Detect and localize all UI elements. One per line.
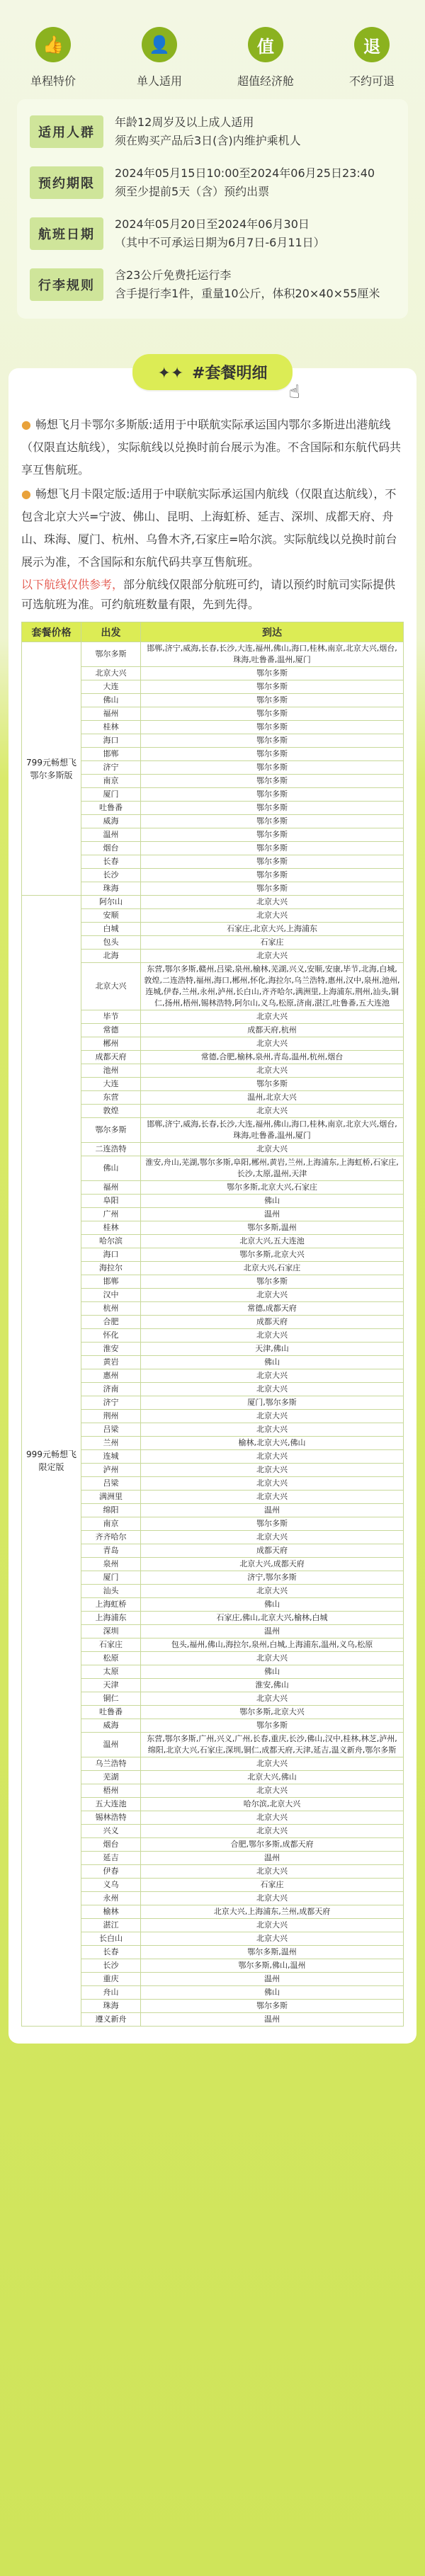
arrival-cell: 石家庄,佛山,北京大兴,榆林,白城 [141, 1612, 404, 1625]
arrival-cell: 成都天府,杭州 [141, 1024, 404, 1037]
detail-title [132, 354, 300, 403]
feature-economy [223, 27, 308, 89]
arrival-cell: 北京大兴 [141, 1450, 404, 1464]
departure-cell: 吕梁 [81, 1423, 141, 1437]
arrival-cell: 包头,福州,佛山,海拉尔,泉州,白城,上海浦东,温州,义乌,松原 [141, 1639, 404, 1652]
departure-cell: 成都天府 [81, 1051, 141, 1064]
departure-cell: 汕头 [81, 1585, 141, 1598]
arrival-cell: 鄂尔多斯 [141, 707, 404, 721]
departure-cell: 毕节 [81, 1010, 141, 1024]
note-ordos-text: 畅想飞月卡鄂尔多斯版:适用于中联航实际承运国内鄂尔多斯进出港航线（仅限直达航线），实际航线以兑换时前台展示为准。不含国际和东航代码共享互售航班。 [21, 418, 402, 477]
departure-cell: 永州 [81, 1892, 141, 1905]
arrival-cell: 北京大兴 [141, 896, 404, 909]
departure-cell: 锡林浩特 [81, 1811, 141, 1825]
departure-cell: 广州 [81, 1208, 141, 1221]
info-text [115, 266, 380, 303]
departure-cell: 长沙 [81, 1959, 141, 1973]
arrival-cell: 合肥,鄂尔多斯,成都天府 [141, 1838, 404, 1852]
arrival-cell: 邯郸,济宁,威海,长春,长沙,大连,福州,佛山,海口,桂林,南京,北京大兴,烟台,珠海,吐鲁番,温州,厦门 [141, 1118, 404, 1143]
info-row-flight-dates [30, 215, 395, 252]
arrival-cell: 成都天府 [141, 1316, 404, 1329]
departure-cell: 珠海 [81, 882, 141, 896]
info-tag: 行李规则 [30, 268, 103, 301]
departure-cell: 长沙 [81, 869, 141, 882]
arrival-cell: 淮安,佛山 [141, 1679, 404, 1692]
bullet-dot-icon: ● [21, 487, 31, 501]
arrival-cell: 北京大兴 [141, 1932, 404, 1946]
info-line: 须至少提前5天（含）预约出票 [115, 185, 270, 198]
departure-cell: 重庆 [81, 1973, 141, 1986]
departure-cell: 榆林 [81, 1905, 141, 1919]
feature-label: 单人适用 [136, 74, 182, 88]
departure-cell: 阜阳 [81, 1195, 141, 1208]
routes-table [21, 622, 404, 2027]
arrival-cell: 北京大兴 [141, 1919, 404, 1932]
arrival-cell: 鄂尔多斯 [141, 734, 404, 748]
departure-cell: 桂林 [81, 721, 141, 734]
routes-body [22, 642, 404, 2027]
arrival-cell: 佛山 [141, 1598, 404, 1612]
departure-cell: 泉州 [81, 1558, 141, 1571]
departure-cell: 吐鲁番 [81, 1706, 141, 1719]
arrival-cell: 厦门,鄂尔多斯 [141, 1396, 404, 1410]
departure-cell: 遵义新舟 [81, 2013, 141, 2027]
departure-cell: 哈尔滨 [81, 1235, 141, 1248]
arrival-cell: 鄂尔多斯 [141, 721, 404, 734]
arrival-cell: 北京大兴 [141, 1865, 404, 1879]
departure-cell: 北京大兴 [81, 963, 141, 1010]
arrival-cell: 北京大兴 [141, 1464, 404, 1477]
arrival-cell: 鄂尔多斯 [141, 855, 404, 869]
feature-icon-bar [0, 0, 425, 99]
arrival-cell: 北京大兴,上海浦东,兰州,成都天府 [141, 1905, 404, 1919]
arrival-cell: 鄂尔多斯,温州 [141, 1946, 404, 1959]
arrival-cell: 北京大兴 [141, 1757, 404, 1771]
info-text [115, 164, 375, 201]
info-tag: 适用人群 [30, 115, 103, 148]
info-line: 含手提行李1件，重量10公斤，体积20×40×55厘米 [115, 287, 380, 300]
departure-cell: 梧州 [81, 1784, 141, 1798]
arrival-cell: 鄂尔多斯 [141, 1275, 404, 1289]
arrival-cell: 鄂尔多斯,佛山,温州 [141, 1959, 404, 1973]
feature-refund [329, 27, 414, 89]
departure-cell: 桂林 [81, 1221, 141, 1235]
arrival-cell: 北京大兴 [141, 1423, 404, 1437]
departure-cell: 长春 [81, 1946, 141, 1959]
departure-cell: 包头 [81, 936, 141, 950]
arrival-cell: 佛山 [141, 1195, 404, 1208]
package-price-cell: 799元畅想飞鄂尔多斯版 [22, 642, 81, 896]
arrival-cell: 鄂尔多斯 [141, 1719, 404, 1733]
arrival-cell: 鄂尔多斯 [141, 680, 404, 694]
departure-cell: 石家庄 [81, 1639, 141, 1652]
arrival-cell: 北京大兴 [141, 1811, 404, 1825]
departure-cell: 南京 [81, 775, 141, 788]
arrival-cell: 鄂尔多斯 [141, 694, 404, 707]
arrival-cell: 东营,鄂尔多斯,广州,兴义,广州,长春,重庆,长沙,佛山,汉中,桂林,林芝,泸州,绵阳,北京大兴,石家庄,深圳,铜仁,成都天府,天津,延吉,温义新舟,鄂尔多斯 [141, 1733, 404, 1757]
departure-cell: 济宁 [81, 761, 141, 775]
table-header-row [22, 622, 404, 642]
arrival-cell: 北京大兴,佛山 [141, 1771, 404, 1784]
arrival-cell: 温州 [141, 1208, 404, 1221]
table-row [22, 642, 404, 667]
departure-cell: 厦门 [81, 1571, 141, 1585]
package-price-cell: 999元畅想飞限定版 [22, 896, 81, 2027]
arrival-cell: 温州 [141, 2013, 404, 2027]
departure-cell: 温州 [81, 1733, 141, 1757]
departure-cell: 青岛 [81, 1544, 141, 1558]
arrival-cell: 石家庄 [141, 1879, 404, 1892]
departure-cell: 大连 [81, 680, 141, 694]
departure-cell: 吕梁 [81, 1477, 141, 1491]
departure-cell: 济宁 [81, 1396, 141, 1410]
info-tag: 预约期限 [30, 166, 103, 199]
note-ordos [21, 414, 404, 481]
info-line: 年龄12周岁及以上成人适用 [115, 115, 254, 129]
arrival-cell: 济宁,鄂尔多斯 [141, 1571, 404, 1585]
departure-cell: 邯郸 [81, 748, 141, 761]
departure-cell: 乌兰浩特 [81, 1757, 141, 1771]
route-disclaimer-text: 部分航线仅限部分航班可约，请以预约时航司实际提供可选航班为准。可约航班数量有限，先到先得。 [21, 578, 396, 611]
detail-title-wrap [8, 354, 416, 403]
feature-label: 不约可退 [348, 74, 395, 88]
arrival-cell: 东营,鄂尔多斯,赣州,吕梁,泉州,榆林,芜湖,兴义,安顺,安康,毕节,北海,白城,敦煌,二连浩特,福州,海口,郴州,怀化,海拉尔,乌兰浩特,惠州,汉中,泉州,池州,连城,伊春,兰州,永州,泸州,长白山,齐齐哈尔,满洲里,上海浦东,荆州,汕头,铜仁,扬州,梧州,锡林浩特,阿尔山,义乌,松原,济南,湛江,吐鲁番,五大连池 [141, 963, 404, 1010]
departure-cell: 烟台 [81, 842, 141, 855]
info-line: 含23公斤免费托运行李 [115, 268, 232, 282]
departure-cell: 海口 [81, 734, 141, 748]
departure-cell: 铜仁 [81, 1692, 141, 1706]
departure-cell: 海口 [81, 1248, 141, 1262]
info-tag: 航班日期 [30, 217, 103, 250]
departure-cell: 大连 [81, 1078, 141, 1091]
departure-cell: 兰州 [81, 1437, 141, 1450]
departure-cell: 南京 [81, 1517, 141, 1531]
info-line: 2024年05月20日至2024年06月30日 [115, 217, 310, 231]
departure-cell: 烟台 [81, 1838, 141, 1852]
arrival-cell: 鄂尔多斯 [141, 1517, 404, 1531]
arrival-cell: 北京大兴 [141, 1064, 404, 1078]
departure-cell: 齐齐哈尔 [81, 1531, 141, 1544]
arrival-cell: 鄂尔多斯 [141, 2000, 404, 2013]
departure-cell: 荆州 [81, 1410, 141, 1423]
arrival-cell: 鄂尔多斯 [141, 802, 404, 815]
departure-cell: 东营 [81, 1091, 141, 1105]
arrival-cell: 北京大兴 [141, 1143, 404, 1156]
departure-cell: 鄂尔多斯 [81, 1118, 141, 1143]
departure-cell: 绵阳 [81, 1504, 141, 1517]
arrival-cell: 佛山 [141, 1356, 404, 1369]
arrival-cell: 北京大兴 [141, 1892, 404, 1905]
arrival-cell: 鄂尔多斯 [141, 828, 404, 842]
sparkle-icon: ✦✦ [157, 365, 184, 382]
departure-cell: 义乌 [81, 1879, 141, 1892]
departure-cell: 湛江 [81, 1919, 141, 1932]
info-text [115, 215, 325, 252]
pointer-hand-icon: ☝ [288, 382, 300, 403]
departure-cell: 北京大兴 [81, 667, 141, 680]
info-line: （其中不可承运日期为6月7日-6月11日） [115, 236, 325, 249]
departure-cell: 威海 [81, 815, 141, 828]
arrival-cell: 北京大兴 [141, 1289, 404, 1302]
arrival-cell: 北京大兴 [141, 1037, 404, 1051]
arrival-cell: 鄂尔多斯,北京大兴 [141, 1248, 404, 1262]
departure-cell: 兴义 [81, 1825, 141, 1838]
departure-cell: 太原 [81, 1665, 141, 1679]
value-icon: 值 [248, 27, 283, 62]
arrival-cell: 北京大兴,五大连池 [141, 1235, 404, 1248]
departure-cell: 泸州 [81, 1464, 141, 1477]
arrival-cell: 北京大兴,成都天府 [141, 1558, 404, 1571]
detail-title-text: #套餐明细 [192, 365, 268, 382]
departure-cell: 福州 [81, 707, 141, 721]
arrival-cell: 鄂尔多斯 [141, 761, 404, 775]
arrival-cell: 哈尔滨,北京大兴 [141, 1798, 404, 1811]
arrival-cell: 温州 [141, 1852, 404, 1865]
arrival-cell: 北京大兴 [141, 950, 404, 963]
package-detail-card [8, 365, 416, 2044]
departure-cell: 敦煌 [81, 1105, 141, 1118]
departure-cell: 杭州 [81, 1302, 141, 1316]
arrival-cell: 温州 [141, 1973, 404, 1986]
arrival-cell: 鄂尔多斯,温州 [141, 1221, 404, 1235]
thumbs-up-icon: 👍 [35, 27, 71, 62]
departure-cell: 长春 [81, 855, 141, 869]
departure-cell: 常德 [81, 1024, 141, 1037]
departure-cell: 二连浩特 [81, 1143, 141, 1156]
arrival-cell: 北京大兴 [141, 1010, 404, 1024]
departure-cell: 连城 [81, 1450, 141, 1464]
departure-cell: 邯郸 [81, 1275, 141, 1289]
departure-cell: 池州 [81, 1064, 141, 1078]
arrival-cell: 淮安,舟山,芜湖,鄂尔多斯,阜阳,郴州,黄岩,兰州,上海浦东,上海虹桥,石家庄,长沙,太原,温州,天津 [141, 1156, 404, 1181]
arrival-cell: 北京大兴 [141, 1531, 404, 1544]
arrival-cell: 北京大兴 [141, 1692, 404, 1706]
departure-cell: 上海浦东 [81, 1612, 141, 1625]
departure-cell: 上海虹桥 [81, 1598, 141, 1612]
arrival-cell: 鄂尔多斯 [141, 882, 404, 896]
feature-oneway [11, 27, 96, 89]
departure-cell: 白城 [81, 923, 141, 936]
arrival-cell: 北京大兴 [141, 909, 404, 923]
info-line: 须在购买产品后3日(含)内维护乘机人 [115, 134, 301, 147]
feature-single [117, 27, 202, 89]
arrival-cell: 北京大兴 [141, 1369, 404, 1383]
departure-cell: 芜湖 [81, 1771, 141, 1784]
arrival-cell: 北京大兴 [141, 1477, 404, 1491]
arrival-cell: 常德,合肥,榆林,泉州,青岛,温州,杭州,烟台 [141, 1051, 404, 1064]
arrival-cell: 北京大兴 [141, 1105, 404, 1118]
note-limited-text: 畅想飞月卡限定版:适用于中联航实际承运国内航线（仅限直达航线），不包含北京大兴=宁波、佛山、昆明、上海虹桥、延吉、深圳、成都天府、舟山、珠海、厦门、杭州、乌鲁木齐,石家庄=哈尔滨。实际航线以兑换时前台展示为准，不含国际和东航代码共享互售航班。 [21, 487, 397, 569]
departure-cell: 松原 [81, 1652, 141, 1665]
arrival-cell: 鄂尔多斯 [141, 748, 404, 761]
info-row-baggage [30, 266, 395, 303]
arrival-cell: 北京大兴 [141, 1329, 404, 1343]
table-row [22, 896, 404, 909]
arrival-cell: 北京大兴 [141, 1410, 404, 1423]
departure-cell: 鄂尔多斯 [81, 642, 141, 667]
header-departure: 出发 [81, 622, 141, 642]
info-card [17, 99, 408, 319]
arrival-cell: 北京大兴 [141, 1652, 404, 1665]
departure-cell: 海拉尔 [81, 1262, 141, 1275]
bullet-dot-icon: ● [21, 418, 31, 431]
departure-cell: 黄岩 [81, 1356, 141, 1369]
arrival-cell: 北京大兴,石家庄 [141, 1262, 404, 1275]
arrival-cell: 鄂尔多斯,北京大兴 [141, 1706, 404, 1719]
departure-cell: 延吉 [81, 1852, 141, 1865]
arrival-cell: 北京大兴 [141, 1383, 404, 1396]
departure-cell: 五大连池 [81, 1798, 141, 1811]
departure-cell: 佛山 [81, 694, 141, 707]
arrival-cell: 鄂尔多斯 [141, 775, 404, 788]
arrival-cell: 温州 [141, 1504, 404, 1517]
departure-cell: 淮安 [81, 1343, 141, 1356]
feature-label: 单程特价 [30, 74, 76, 88]
route-disclaimer-red: 以下航线仅供参考， [21, 578, 124, 591]
departure-cell: 惠州 [81, 1369, 141, 1383]
departure-cell: 安顺 [81, 909, 141, 923]
arrival-cell: 常德,成都天府 [141, 1302, 404, 1316]
arrival-cell: 鄂尔多斯 [141, 788, 404, 802]
departure-cell: 济南 [81, 1383, 141, 1396]
departure-cell: 北海 [81, 950, 141, 963]
departure-cell: 天津 [81, 1679, 141, 1692]
info-row-booking [30, 164, 395, 201]
arrival-cell: 成都天府 [141, 1544, 404, 1558]
feature-label: 超值经济舱 [237, 74, 294, 88]
arrival-cell: 北京大兴 [141, 1784, 404, 1798]
arrival-cell: 鄂尔多斯 [141, 869, 404, 882]
departure-cell: 厦门 [81, 788, 141, 802]
arrival-cell: 鄂尔多斯 [141, 842, 404, 855]
route-disclaimer [21, 575, 404, 615]
departure-cell: 长白山 [81, 1932, 141, 1946]
departure-cell: 福州 [81, 1181, 141, 1195]
departure-cell: 郴州 [81, 1037, 141, 1051]
departure-cell: 伊春 [81, 1865, 141, 1879]
departure-cell: 舟山 [81, 1986, 141, 2000]
arrival-cell: 天津,佛山 [141, 1343, 404, 1356]
arrival-cell: 北京大兴 [141, 1585, 404, 1598]
departure-cell: 阿尔山 [81, 896, 141, 909]
arrival-cell: 石家庄 [141, 936, 404, 950]
arrival-cell: 北京大兴 [141, 1825, 404, 1838]
arrival-cell: 佛山 [141, 1986, 404, 2000]
departure-cell: 吐鲁番 [81, 802, 141, 815]
refund-icon: 退 [354, 27, 390, 62]
info-row-audience [30, 113, 395, 150]
departure-cell: 深圳 [81, 1625, 141, 1639]
arrival-cell: 温州,北京大兴 [141, 1091, 404, 1105]
arrival-cell: 榆林,北京大兴,佛山 [141, 1437, 404, 1450]
departure-cell: 珠海 [81, 2000, 141, 2013]
departure-cell: 满洲里 [81, 1491, 141, 1504]
departure-cell: 汉中 [81, 1289, 141, 1302]
departure-cell: 威海 [81, 1719, 141, 1733]
departure-cell: 佛山 [81, 1156, 141, 1181]
arrival-cell: 邯郸,济宁,威海,长春,长沙,大连,福州,佛山,海口,桂林,南京,北京大兴,烟台,珠海,吐鲁番,温州,厦门 [141, 642, 404, 667]
person-icon: 👤 [142, 27, 177, 62]
departure-cell: 温州 [81, 828, 141, 842]
arrival-cell: 佛山 [141, 1665, 404, 1679]
info-text [115, 113, 301, 150]
arrival-cell: 鄂尔多斯 [141, 1078, 404, 1091]
departure-cell: 怀化 [81, 1329, 141, 1343]
header-price: 套餐价格 [22, 622, 81, 642]
arrival-cell: 鄂尔多斯 [141, 667, 404, 680]
departure-cell: 合肥 [81, 1316, 141, 1329]
info-line: 2024年05月15日10:00至2024年06月25日23:40 [115, 166, 375, 180]
arrival-cell: 石家庄,北京大兴,上海浦东 [141, 923, 404, 936]
arrival-cell: 鄂尔多斯,北京大兴,石家庄 [141, 1181, 404, 1195]
arrival-cell: 鄂尔多斯 [141, 815, 404, 828]
arrival-cell: 北京大兴 [141, 1491, 404, 1504]
arrival-cell: 温州 [141, 1625, 404, 1639]
header-arrival: 到达 [141, 622, 404, 642]
note-limited [21, 483, 404, 574]
